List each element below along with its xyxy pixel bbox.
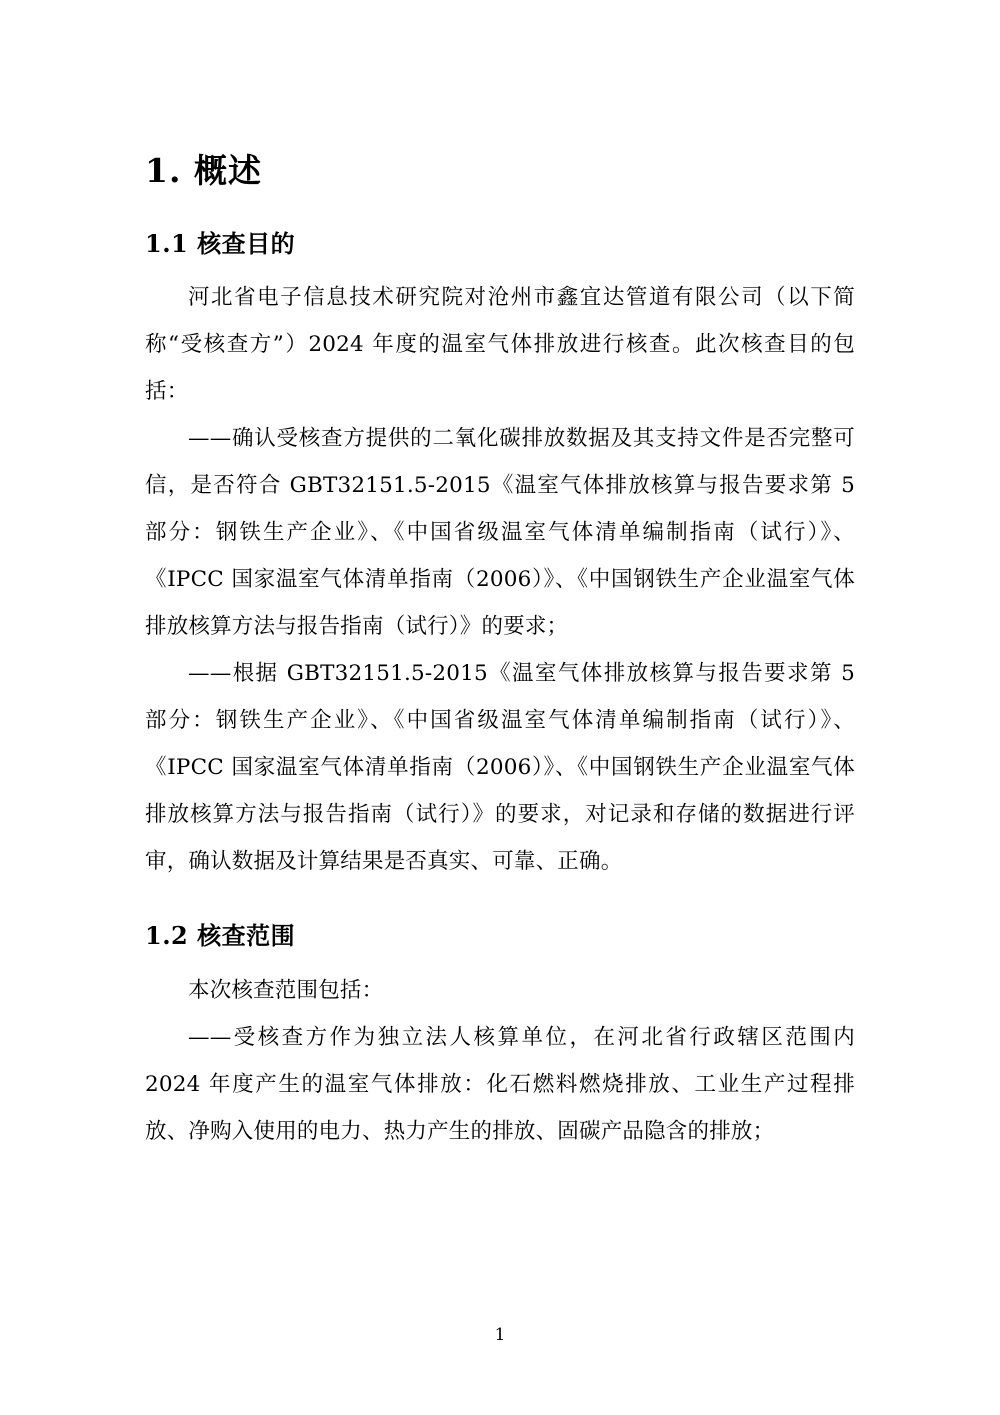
paragraph-scope-intro: 本次核查范围包括： [188,978,384,1004]
paragraph-scope-item-1: ——受核查方作为独立法人核算单位，在河北省行政辖区范围内 2024 年度产生的温室气体排放：化石燃料燃烧排放、工业生产过程排放、净购入使用的电力、热力产生的排放、固碳产品隐含的排放； [145,1025,855,1145]
section-heading-1-1: 1.1 核查目的 [145,228,296,258]
paragraph-purpose-item-1: ——确认受核查方提供的二氧化碳排放数据及其支持文件是否完整可信，是否符合 GBT32151.5-2015《温室气体排放核算与报告要求第 5 部分：钢铁生产企业》、《中国省级温室气体清单编制指南（试行）》、《IPCC 国家温室气体清单指南（2006）》、《中国钢铁生产企业温室气体排放核算方法与报告指南（试行）》的要求； [145,426,855,640]
page-number: 1 [494,1325,506,1345]
chapter-title: 1. 概述 [145,151,262,190]
section-heading-1-2: 1.2 核查范围 [145,921,296,951]
paragraph-purpose-intro: 河北省电子信息技术研究院对沧州市鑫宜达管道有限公司（以下简称“受核查方”）2024 年度的温室气体排放进行核查。此次核查目的包括： [145,285,855,405]
paragraph-purpose-item-2: ——根据 GBT32151.5-2015《温室气体排放核算与报告要求第 5 部分：钢铁生产企业》、《中国省级温室气体清单编制指南（试行）》、《IPCC 国家温室气体清单指南（2006）》、《中国钢铁生产企业温室气体排放核算方法与报告指南（试行）》的要求，对记录和存储的数据进行评审，确认数据及计算结果是否真实、可靠、正确。 [145,661,855,875]
document-body [145,150,855,1155]
